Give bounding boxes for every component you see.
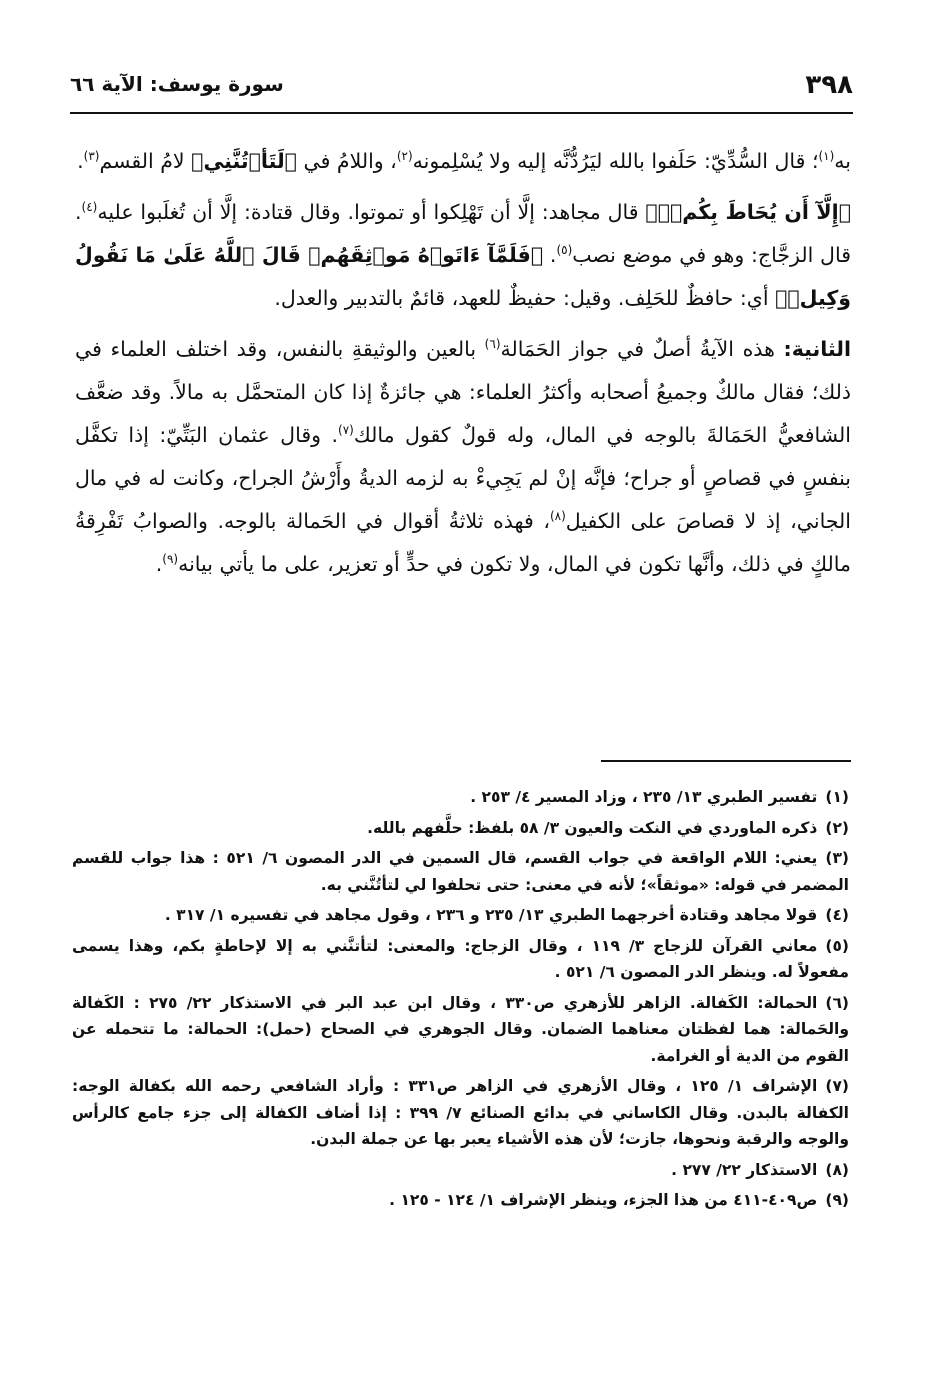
footnotes bbox=[72, 784, 849, 1218]
footnote-text: قولا مجاهد وقتادة أخرجهما الطبري ١٣/ ٢٣٥ و ٢٣٦ ، وقول مجاهد في تفسيره ١/ ٣١٧ . bbox=[164, 906, 818, 924]
text-run: ، واللامُ في bbox=[296, 149, 397, 173]
footnote bbox=[72, 845, 849, 898]
footnote-text: تفسير الطبري ١٣/ ٢٣٥ ، وزاد المسير ٤/ ٢٥٣ . bbox=[470, 788, 818, 806]
footnote bbox=[72, 933, 849, 986]
footnote-ref: (٣) bbox=[83, 149, 100, 164]
footnote-text: ذكره الماوردي في النكت والعيون ٣/ ٥٨ بلفظ: حلَّفهم بالله. bbox=[367, 818, 818, 837]
text-run: ؛ قال السُّدِّيّ: حَلَفوا بالله ليَرُدُّنَّه إليه ولا يُسْلِمونه bbox=[412, 149, 819, 173]
text-run: ، فهذه ثلاثةُ أقوال في الحَمالة بالوجه. والصوابُ تَفْرِقةُ مالكٍ في ذلك، وأنَّها تكون في المال، ولا تكون في حدٍّ أو تعزير، على ما يأتي بيانه bbox=[75, 509, 851, 576]
footnote bbox=[72, 784, 849, 811]
quran-verse: ﴿لَتَأۡتُنَّنِي﴾ bbox=[191, 149, 297, 173]
footnote bbox=[72, 902, 849, 929]
footnote-number: (٨) bbox=[825, 1160, 849, 1179]
footnote-ref: (٥) bbox=[556, 243, 573, 258]
footnote bbox=[72, 1187, 849, 1214]
text-run: . bbox=[77, 149, 84, 173]
text-run: . bbox=[543, 243, 557, 267]
page-header bbox=[70, 70, 853, 114]
section-lead: الثانية: bbox=[783, 337, 851, 361]
footnote-number: (٦) bbox=[825, 993, 849, 1012]
footnote-ref: (٨) bbox=[549, 509, 566, 524]
footnote-text: ص٤٠٩-٤١١ من هذا الجزء، وينظر الإشراف ١/ ١٢٤ - ١٢٥ . bbox=[389, 1191, 818, 1209]
footnote-ref: (١) bbox=[818, 149, 835, 164]
paragraph bbox=[75, 191, 851, 320]
footnote-text: معاني القرآن للزجاج ٣/ ١١٩ ، وقال الزجاج: والمعنى: لتأتنَّني به إلا لإحاطةٍ بكم، وهذا يسمى مفعولاً له. وينظر الدر المصون ٦/ ٥٢١ . bbox=[72, 936, 849, 981]
footnote bbox=[72, 1157, 849, 1184]
text-run: . قال الزجَّاج: وهو في موضع نصب bbox=[75, 200, 851, 267]
footnote-ref: (٢) bbox=[396, 149, 413, 164]
footnote-number: (٩) bbox=[825, 1191, 849, 1209]
page-number: ٣٩٨ bbox=[805, 70, 853, 100]
footnote-number: (٢) bbox=[825, 818, 849, 837]
footnote-separator bbox=[601, 760, 851, 762]
text-run: أي: حافظٌ للحَلِف. وقيل: حفيظٌ للعهد، قائمٌ بالتدبير والعدل. bbox=[274, 286, 776, 310]
footnote-ref: (٩) bbox=[162, 552, 179, 567]
quran-verse: ﴿فَلَمَّآ ءَاتَوۡهُ مَوۡثِقَهُمۡ قَالَ ٱللَّهُ عَلَىٰ مَا نَقُولُ وَكِيلٞ﴾ bbox=[75, 243, 851, 310]
text-run: قال مجاهد: إلَّا أن تَهْلِكوا أو تموتوا. وقال قتادة: إلَّا أن تُغلَبوا عليه bbox=[97, 200, 646, 224]
text-run: به bbox=[834, 149, 851, 173]
text-run: . وقال عثمان البَتِّيّ: إذا تكفَّل بنفسٍ في قصاصٍ أو جراح؛ فإنَّه إنْ لم يَجِيءْ به لزمه الديةُ وأَرْشُ الجراح، وكانت له في مال الجاني، إذ لا قصاصَ على الكفيل bbox=[75, 423, 851, 533]
main-text bbox=[75, 140, 851, 594]
paragraph bbox=[75, 140, 851, 183]
footnote-number: (١) bbox=[825, 788, 849, 806]
footnote-number: (٤) bbox=[825, 906, 849, 924]
footnote-ref: (٦) bbox=[484, 337, 501, 352]
text-run: هذه الآيةُ أصلٌ في جواز الحَمَالة bbox=[500, 337, 784, 361]
footnote bbox=[72, 815, 849, 842]
footnote-ref: (٧) bbox=[338, 423, 354, 438]
footnote-number: (٥) bbox=[825, 936, 849, 955]
text-run: . bbox=[155, 552, 163, 576]
running-title: سورة يوسف: الآية ٦٦ bbox=[70, 72, 284, 96]
footnote-text: الاستذكار ٢٢/ ٢٧٧ . bbox=[671, 1160, 818, 1179]
footnote-text: الإشراف ١/ ١٢٥ ، وقال الأزهري في الزاهر ص٣٣١ : وأراد الشافعي رحمه الله بكفالة الوجه: الكفالة بالبدن. وقال الكاساني في بدائع الصنائع ٧/ ٣٩٩ : إذا أضاف الكفالة إلى جزء جامع كالرأس والوجه والرقبة ونحوها، جازت؛ لأن هذه الأشياء يعبر بها عن جملة البدن. bbox=[72, 1077, 849, 1148]
footnote bbox=[72, 1073, 849, 1153]
footnote-text: الحمالة: الكَفالة. الزاهر للأزهري ص٣٣٠ ، وقال ابن عبد البر في الاستذكار ٢٢/ ٢٧٥ : الكَفالة والحَمالة: هما لفظتان معناهما الضمان. وقال الجوهري في الصحاح (حمل): الحمالة: ما تتحمله عن القوم من الدية أو الغرامة. bbox=[72, 993, 849, 1065]
footnote-number: (٧) bbox=[825, 1077, 849, 1095]
footnote bbox=[72, 990, 849, 1070]
footnote-text: يعني: اللام الواقعة في جواب القسم، قال السمين في الدر المصون ٦/ ٥٢١ : هذا جواب للقسم المضمر في قوله: «موثقاً»؛ لأنه في معنى: حتى تحلفوا لي لتأتُنَّني به. bbox=[72, 849, 849, 894]
text-run: لامُ القسم bbox=[99, 149, 192, 173]
quran-verse: ﴿إِلَّآ أَن يُحَاطَ بِكُمۡۖ﴾ bbox=[645, 200, 852, 224]
footnote-number: (٣) bbox=[825, 849, 849, 867]
footnote-ref: (٤) bbox=[81, 200, 98, 215]
paragraph bbox=[75, 328, 851, 586]
text-run: بالعين والوثيقةِ بالنفس، وقد اختلف العلماء في ذلك؛ فقال مالكٌ وجميعُ أصحابه وأكثرُ العلماء: هي جائزةٌ إذا كان المتحمَّل به مالاً. وقد ضعَّف الشافعيُّ الحَمَالةَ بالوجه في المال، وله قولٌ كقول مالك bbox=[75, 337, 851, 447]
